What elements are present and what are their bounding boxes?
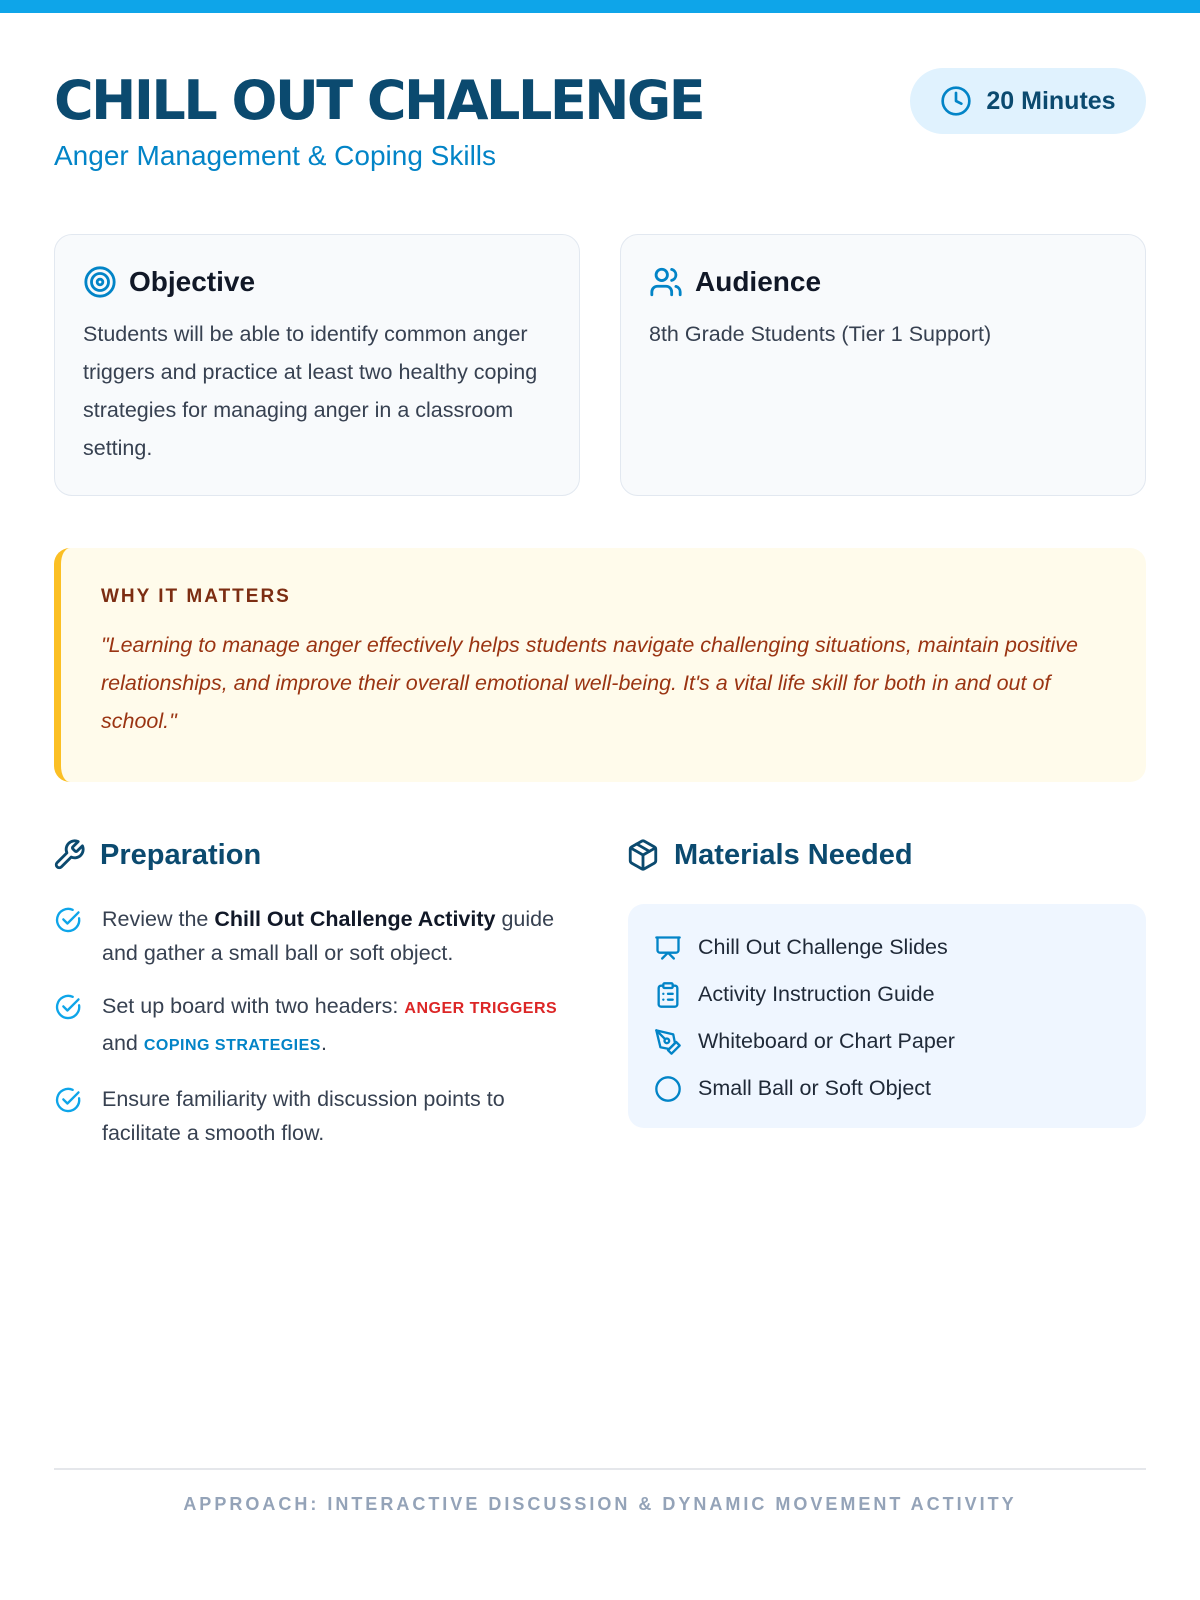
check-circle-icon (54, 906, 82, 934)
clock-icon (940, 85, 972, 117)
objective-title: Objective (129, 266, 256, 297)
page-subtitle: Anger Management & Coping Skills (54, 140, 497, 171)
prep-item-text: Ensure familiarity with discussion points to facilitate a smooth flow. (102, 1087, 505, 1145)
clipboard-list-icon (654, 981, 682, 1009)
list-item (54, 902, 574, 970)
material-label: Whiteboard or Chart Paper (698, 1029, 955, 1053)
materials-list (628, 904, 1146, 1128)
audience-title: Audience (695, 266, 822, 297)
presentation-icon (654, 934, 682, 962)
wrench-icon (52, 838, 86, 872)
preparation-title: Preparation (100, 838, 262, 871)
material-label: Activity Instruction Guide (698, 982, 935, 1006)
objective-card (54, 234, 580, 496)
objective-text: Students will be able to identify common anger triggers and practice at least two healthy coping strategies for managing anger in a classroom setting. (83, 322, 538, 460)
callout-label: WHY IT MATTERS (101, 586, 291, 607)
list-item (54, 1082, 574, 1150)
pen-tool-icon (654, 1028, 682, 1056)
page-title: CHILL OUT CHALLENGE (54, 69, 704, 132)
coping-strategies-tag: COPING STRATEGIES (143, 1037, 321, 1054)
duration-label: 20 Minutes (986, 86, 1116, 115)
footer-approach: APPROACH: INTERACTIVE DISCUSSION & DYNAMIC MOVEMENT ACTIVITY (183, 1494, 1017, 1514)
top-accent-bar (0, 0, 1200, 13)
preparation-heading (52, 832, 261, 878)
material-label: Chill Out Challenge Slides (698, 935, 948, 959)
audience-text: 8th Grade Students (Tier 1 Support) (649, 322, 992, 346)
duration-badge (910, 68, 1146, 134)
package-icon (626, 838, 660, 872)
footer-divider (54, 1468, 1146, 1470)
materials-title: Materials Needed (674, 838, 913, 871)
list-item (654, 1065, 1120, 1112)
anger-triggers-tag: ANGER TRIGGERS (404, 1000, 558, 1017)
circle-icon (654, 1075, 682, 1103)
target-icon (83, 265, 117, 299)
callout-quote: "Learning to manage anger effectively helps students navigate challenging situations, maintain positive relationships, and improve their overall emotional well-being. It's a vital life skill for both in and out of school." (101, 633, 1078, 733)
list-item (54, 989, 574, 1063)
prep-item-text: Review the Chill Out Challenge Activity guide and gather a small ball or soft object. (102, 907, 555, 965)
activity-name: Chill Out Challenge Activity (214, 907, 496, 931)
materials-heading (626, 832, 913, 878)
list-item (654, 1018, 1120, 1065)
material-label: Small Ball or Soft Object (698, 1076, 932, 1100)
why-it-matters-callout (54, 548, 1146, 782)
users-icon (649, 265, 683, 299)
preparation-list (54, 902, 574, 1169)
check-circle-icon (54, 993, 82, 1021)
list-item (654, 971, 1120, 1018)
list-item (654, 924, 1120, 971)
prep-item-text: Set up board with two headers: ANGER TRIGGERS and COPING STRATEGIES. (102, 994, 558, 1055)
check-circle-icon (54, 1086, 82, 1114)
audience-card (620, 234, 1146, 496)
